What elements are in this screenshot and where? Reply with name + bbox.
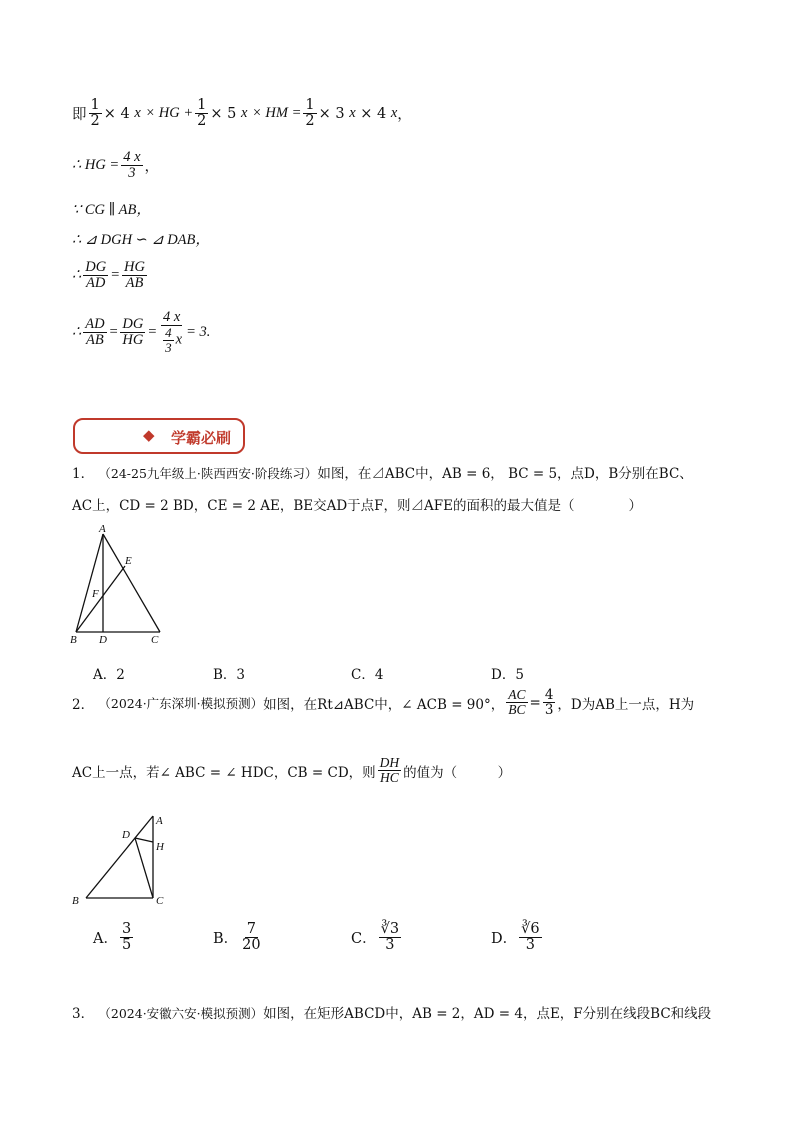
question-text: 如图，在矩形ABCD中，AB = 2，AD = 4，点E，F分别在线段BC和线段 [263,1006,712,1022]
numerator: 1 [305,97,315,113]
numerator: 4 x [162,309,181,325]
fraction-half [303,98,316,129]
denominator: 2 [90,113,100,130]
q1-line-2 [72,494,642,514]
question-text: 如图，在Rt⊿ABC中，∠ ACB = 90°， [263,696,505,713]
numerator: 4 x [123,149,141,165]
denominator: 3 [544,702,554,719]
option-letter: A． [93,931,118,948]
solution-line-5 [72,260,149,291]
equals: = [108,323,119,340]
fraction [519,922,541,953]
numerator: 4 [544,687,554,703]
denominator: AD [86,275,106,292]
segment-AC [103,534,160,632]
denominator [159,326,184,354]
denominator: 2 [197,113,207,130]
option-letter: C． [351,931,377,948]
solution-line-4 [72,228,210,249]
solution-text: 即 [72,107,87,124]
numerator: 7 [246,921,256,937]
denominator: HC [380,770,399,786]
label-H: H [156,841,164,853]
option-d[interactable]: D．5 [491,667,524,683]
segment-AB [86,816,153,898]
solution-text: × 4 [360,105,387,122]
inner-fraction [163,326,174,354]
variable-x: x [390,105,398,122]
solution-text: ∴ ⊿ DGH ∽ ⊿ DAB， [72,232,210,248]
section-title: 学霸必刷 [171,429,232,447]
segment-DC [135,838,153,898]
segment-AB [76,534,103,632]
fraction [506,688,527,717]
numerator: ∛6 [521,921,540,937]
question-number: 3． [72,1006,95,1022]
question-text: AC上一点，若∠ ABC = ∠ HDC，CB = CD，则 [72,764,376,781]
period: . [206,323,211,340]
label-B: B [72,895,79,907]
option-a[interactable]: A．2 [93,667,125,683]
label-C: C [151,634,159,644]
denominator: 5 [121,937,132,954]
question-number: 2． [72,696,95,713]
label-E: E [125,555,132,567]
numerator: AD [85,315,105,332]
variable-x: x [240,105,248,122]
q1-line-1 [72,462,693,482]
q2-figure [68,806,178,912]
denominator: BC [508,702,526,718]
diamond-icon: ◆ [143,426,155,444]
denominator: 3 [128,165,136,182]
q2-line-2 [72,756,511,785]
question-number: 1． [72,466,95,482]
label-F: F [92,588,99,600]
fraction [379,922,401,953]
fraction [120,317,145,348]
fraction-half [195,98,208,129]
solution-text: × 4 [103,105,130,122]
label-D: D [99,634,107,644]
option-b[interactable]: B．3 [213,667,246,683]
label-A: A [99,523,106,535]
question-text: 如图，在⊿ABC中，AB = 6， BC = 5，点D，B分别在BC、 [317,466,693,482]
label-C: C [156,895,164,907]
segment-BE [76,566,125,632]
numerator: 1 [90,97,100,113]
numerator: DH [379,755,400,770]
fraction [83,260,108,291]
numerator: DG [85,259,107,275]
compound-fraction [159,310,184,355]
solution-line-1 [72,98,412,129]
therefore-symbol: ∴ [72,323,82,340]
fraction [543,688,556,717]
label-B: B [70,634,77,644]
solution-text: ， [144,159,160,176]
solution-text: × HG + [145,105,194,122]
question-text: ，D为AB上一点，H为 [557,696,695,713]
numerator: 3 [121,921,132,937]
fraction [240,922,262,953]
equals: = [110,267,120,284]
question-source: （24-25九年级上·陕西西安·阶段练习） [98,466,318,481]
question-text: AC上，CD = 2 BD，CE = 2 AE，BE交AD于点F，则⊿AFE的面积的最大值是（ ） [72,498,642,514]
solution-text: ， [397,107,412,124]
fraction [378,756,402,785]
question-source: （2024·安徽六安·模拟预测） [98,1006,264,1021]
option-b[interactable] [213,922,265,953]
solution-text: × HM = [252,105,302,122]
numerator: DG [122,315,144,332]
fraction [83,317,106,348]
equals: = [147,323,158,340]
fraction [120,922,133,953]
denominator: 3 [165,339,172,355]
solution-line-2 [72,150,159,181]
option-a[interactable] [93,922,135,953]
q1-figure [68,522,168,644]
denominator: AB [125,275,144,292]
numerator: HG [123,259,145,275]
label-A: A [156,815,163,827]
q2-line-1 [72,688,694,717]
denominator: 3 [525,937,535,954]
numerator: ∛3 [380,921,400,937]
denominator: AB [86,331,104,348]
denominator: 20 [242,937,261,954]
solution-text: × 3 [318,105,345,122]
q3-line-1 [72,1002,711,1022]
option-letter: B． [213,931,239,948]
numerator: AC [508,687,526,702]
option-c[interactable] [351,922,403,953]
numerator: 4 [165,325,172,341]
fraction [122,260,147,291]
numerator: 1 [197,97,207,113]
denominator: 2 [305,113,315,130]
solution-line-6 [72,310,210,355]
equals: = [529,694,541,711]
question-text: 的值为（ ） [403,764,512,781]
question-source: （2024·广东深圳·模拟预测） [98,695,264,711]
variable-x: x [175,331,183,348]
solution-text: ∴ HG = [72,157,120,174]
segment-DH [135,838,153,842]
section-header [73,418,245,454]
label-D: D [122,829,130,841]
variable-x: x [134,105,141,122]
denominator: HG [122,331,144,348]
option-c[interactable]: C．4 [351,667,384,683]
solution-text: × 5 [210,105,237,122]
denominator: 3 [385,937,395,954]
result: = 3 [186,323,207,340]
solution-text: ∵ CG ∥ AB， [72,202,151,218]
solution-line-3 [72,198,151,219]
fraction [121,150,142,181]
fraction-half [89,98,102,129]
variable-x: x [349,105,356,122]
option-d[interactable] [491,922,544,953]
option-letter: D． [491,931,518,948]
therefore-symbol: ∴ [72,267,82,284]
